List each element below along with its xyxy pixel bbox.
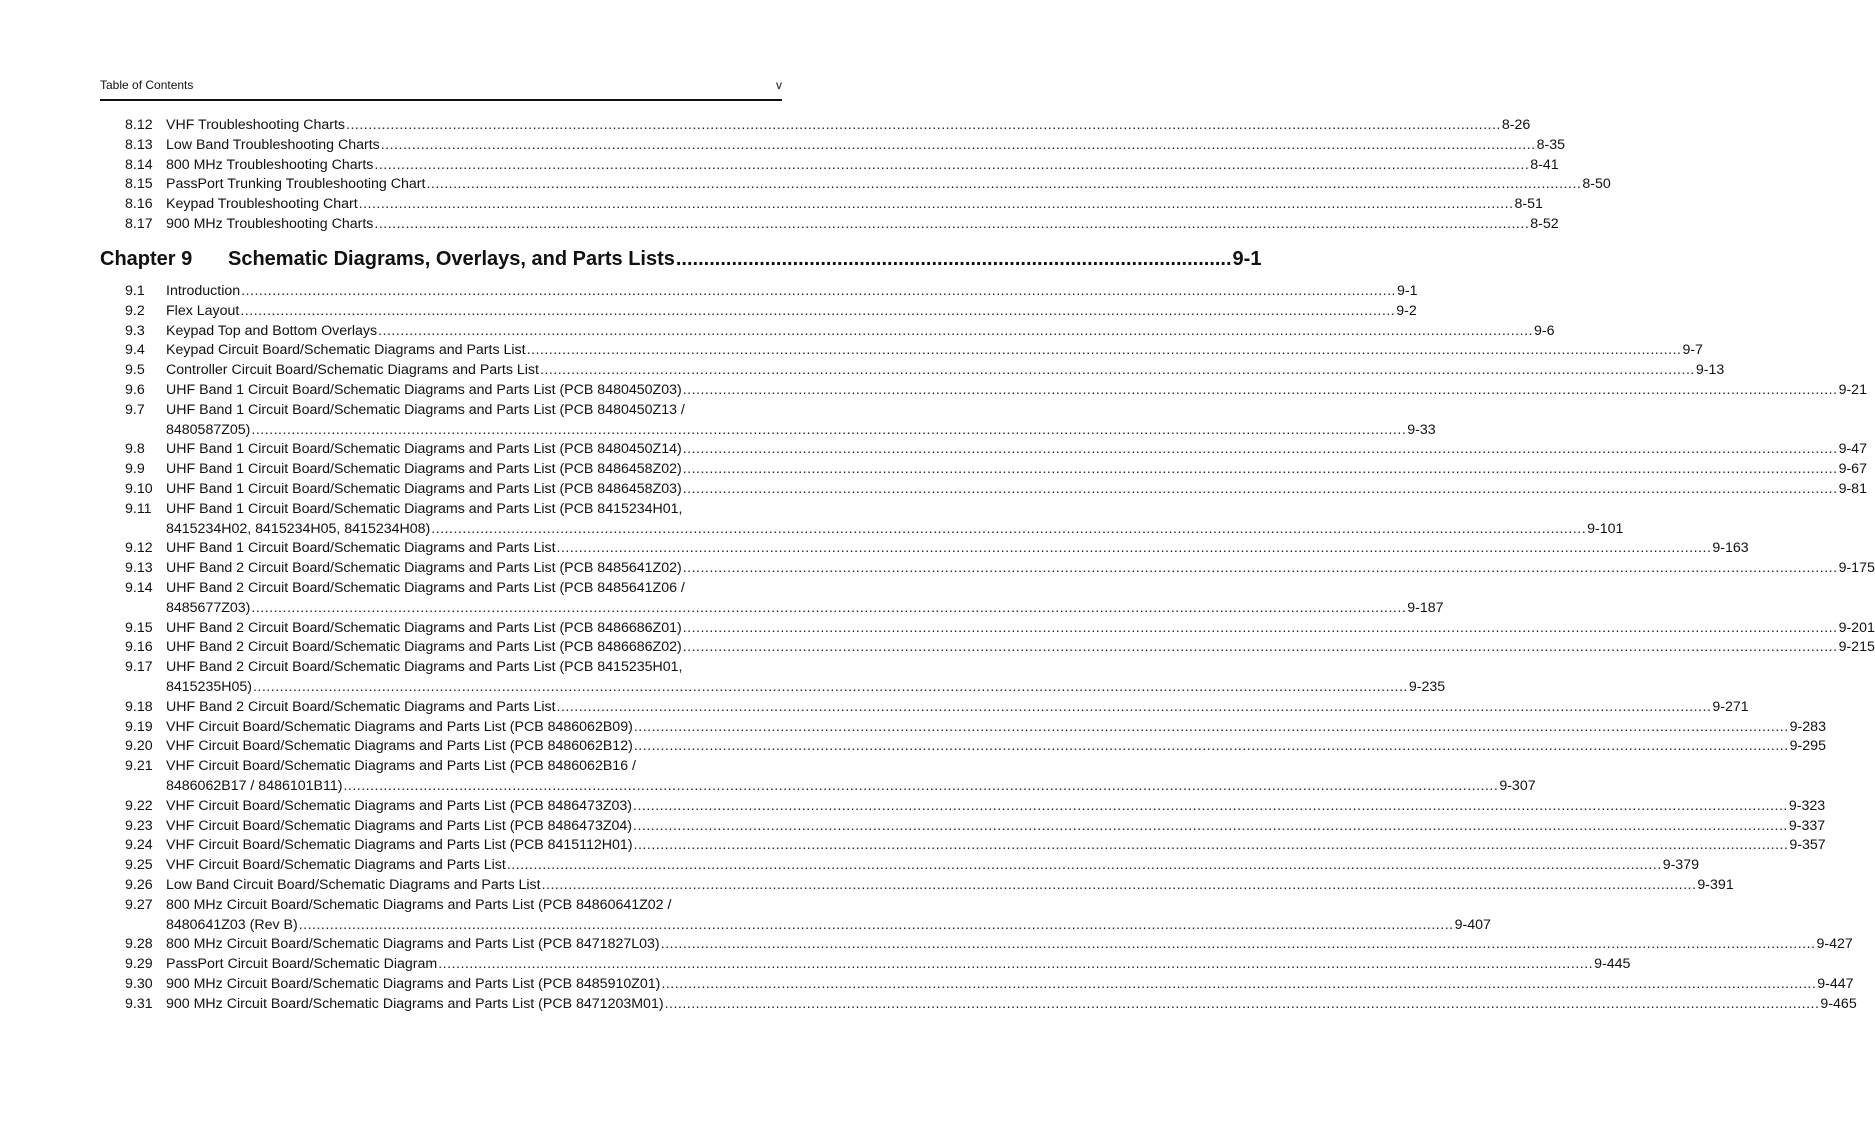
chapter-dot-leader: .................................................................................................... (675, 248, 1232, 270)
toc-entry-title: VHF Troubleshooting Charts (166, 117, 346, 133)
toc-entry-line (0, 876, 1734, 896)
toc-entry-page: 9-447 (1817, 975, 1854, 992)
toc-entry-dot-leader: .................................................................................................................................................................................................................................................................... (633, 738, 1789, 755)
toc-entry-page: 9-6 (1533, 322, 1555, 339)
toc-entry-dot-leader: .................................................................................................................................................................................................................................................................... (431, 520, 1587, 537)
toc-entry-text (166, 116, 1531, 136)
toc-entry[interactable] (0, 175, 1611, 195)
chapter-9-heading[interactable] (100, 248, 1262, 276)
toc-entry[interactable] (0, 381, 1867, 401)
toc-entry[interactable] (0, 440, 1867, 460)
toc-entry[interactable] (0, 935, 1853, 955)
toc-entry-line (0, 935, 1853, 955)
toc-entry[interactable] (0, 480, 1867, 500)
toc-entry-dot-leader: .................................................................................................................................................................................................................................................................... (682, 461, 1838, 478)
toc-entry-page: 9-33 (1407, 421, 1436, 438)
toc-entry-dot-leader: .................................................................................................................................................................................................................................................................... (426, 176, 1582, 193)
toc-entry[interactable] (0, 579, 1444, 619)
toc-entry-text (166, 599, 1444, 619)
toc-entry-dot-leader: .................................................................................................................................................................................................................................................................... (682, 560, 1838, 577)
toc-entry-number: 9.4 (125, 342, 145, 359)
toc-entry[interactable] (0, 195, 1543, 215)
toc-entry-page: 8-51 (1514, 196, 1543, 213)
toc-entry-line (0, 718, 1826, 738)
toc-entry-dot-leader: .................................................................................................................................................................................................................................................................... (556, 698, 1712, 715)
toc-entry-page: 9-21 (1838, 381, 1867, 398)
toc-entry-title: VHF Circuit Board/Schematic Diagrams and Parts List (PCB 8486062B16 / (166, 758, 636, 775)
toc-entry-line (0, 421, 1436, 441)
toc-entry[interactable] (0, 757, 1536, 797)
toc-entry[interactable] (0, 856, 1699, 876)
toc-entry-title: UHF Band 1 Circuit Board/Schematic Diagrams and Parts List (PCB 8480450Z03) (166, 381, 682, 398)
toc-entry-line (0, 480, 1867, 500)
toc-entry-text (166, 856, 1699, 876)
toc-entry-line (0, 916, 1491, 936)
toc-entry-title: VHF Circuit Board/Schematic Diagrams and Parts List (PCB 8486062B09) (166, 718, 633, 735)
toc-entry-line (0, 381, 1867, 401)
toc-entry-title: UHF Band 2 Circuit Board/Schematic Diagrams and Parts List (PCB 8485641Z06 / (166, 579, 685, 596)
toc-entry-number: 9.15 (125, 619, 153, 636)
toc-entry-page: 9-67 (1838, 461, 1867, 478)
toc-entry-line (0, 440, 1867, 460)
toc-entry-dot-leader: .................................................................................................................................................................................................................................................................... (380, 136, 1536, 153)
toc-entry[interactable] (0, 539, 1749, 559)
toc-entry[interactable] (0, 836, 1826, 856)
toc-entry-title: 900 MHz Circuit Board/Schematic Diagrams and Parts List (PCB 8471203M01) (166, 995, 664, 1012)
toc-entry-line (0, 136, 1565, 156)
toc-entry-page: 8-35 (1536, 136, 1565, 153)
toc-entry-text (166, 619, 1875, 639)
toc-entry[interactable] (0, 698, 1749, 718)
toc-entry-text (166, 638, 1875, 658)
toc-entry-line (0, 579, 866, 599)
toc-entry-number: 9.1 (125, 283, 145, 299)
toc-entry-text (166, 421, 1436, 441)
toc-entry-text (166, 698, 1749, 718)
toc-entry-line (0, 737, 1826, 757)
toc-entry-title: UHF Band 1 Circuit Board/Schematic Diagrams and Parts List (PCB 8486458Z02) (166, 461, 682, 478)
toc-entry-dot-leader: .................................................................................................................................................................................................................................................................... (298, 916, 1454, 933)
header-page-number: v (776, 78, 782, 92)
toc-entry-text (166, 282, 1418, 302)
toc-entry[interactable] (0, 896, 1491, 936)
toc-entry-title: UHF Band 1 Circuit Board/Schematic Diagrams and Parts List (PCB 8486458Z03) (166, 480, 682, 497)
toc-entry-text (166, 341, 1703, 361)
toc-entry-title: Low Band Circuit Board/Schematic Diagrams and Parts List (166, 876, 541, 893)
toc-entry-title: 8485677Z03) (166, 599, 251, 616)
toc-entry-line (0, 797, 1826, 817)
toc-entry-page: 9-175 (1838, 560, 1875, 577)
toc-entry-page: 9-427 (1816, 936, 1853, 953)
toc-entry-number: 9.29 (125, 956, 153, 973)
toc-entry-line (0, 460, 1867, 480)
toc-entry-title: 8486062B17 / 8486101B11) (166, 777, 343, 794)
toc-entry-dot-leader: .................................................................................................................................................................................................................................................................... (240, 302, 1396, 319)
toc-entry-dot-leader: .................................................................................................................................................................................................................................................................... (358, 196, 1514, 213)
toc-entry-line (0, 520, 1624, 540)
toc-entry-line (0, 975, 1854, 995)
toc-entry-title: Flex Layout (166, 302, 240, 319)
toc-entry-text (166, 156, 1559, 176)
toc-entry-title: 8480641Z03 (Rev B) (166, 916, 298, 933)
toc-entry-line (0, 599, 1444, 619)
toc-entry-title: 8415235H05) (166, 678, 252, 695)
toc-entry-number: 9.22 (125, 797, 153, 814)
toc-entry-dot-leader: .................................................................................................................................................................................................................................................................... (541, 876, 1697, 893)
toc-entry-text (166, 215, 1559, 235)
toc-entry-page: 9-201 (1838, 619, 1875, 636)
toc-entry-dot-leader: .................................................................................................................................................................................................................................................................... (682, 381, 1838, 398)
toc-entry-dot-leader: .................................................................................................................................................................................................................................................................... (633, 837, 1789, 854)
toc-entry-dot-leader: .................................................................................................................................................................................................................................................................... (506, 857, 1662, 874)
toc-entry-text (166, 136, 1565, 156)
toc-entry-title: UHF Band 1 Circuit Board/Schematic Diagrams and Parts List (PCB 8480450Z14) (166, 441, 682, 458)
toc-entry-page: 9-465 (1820, 995, 1857, 1012)
toc-entry-line (0, 341, 1703, 361)
toc-entry-title: UHF Band 2 Circuit Board/Schematic Diagrams and Parts List (PCB 8486686Z02) (166, 639, 682, 656)
toc-entry-text (166, 876, 1734, 896)
toc-entry-dot-leader: .................................................................................................................................................................................................................................................................... (682, 619, 1838, 636)
toc-entry-title: UHF Band 2 Circuit Board/Schematic Diagrams and Parts List (PCB 8486686Z01) (166, 619, 682, 636)
toc-entry-number: 9.23 (125, 817, 153, 834)
toc-entry-number: 9.10 (125, 480, 153, 497)
toc-entry-page: 9-47 (1838, 441, 1867, 458)
toc-entry[interactable] (0, 817, 1826, 837)
toc-entry-page: 8-50 (1582, 176, 1611, 193)
toc-entry-title: PassPort Circuit Board/Schematic Diagram (166, 956, 438, 973)
toc-entry[interactable] (0, 718, 1826, 738)
toc-entry-title: VHF Circuit Board/Schematic Diagrams and Parts List (166, 857, 506, 874)
toc-entry[interactable] (0, 876, 1734, 896)
toc-entry[interactable] (0, 460, 1867, 480)
toc-entry[interactable] (0, 500, 1624, 540)
toc-entry-line (0, 777, 1536, 797)
toc-entry-line (0, 361, 1725, 381)
toc-entry-line (0, 619, 1875, 639)
toc-entry-text (166, 737, 1826, 757)
chapter-page: 9-1 (1232, 248, 1262, 270)
toc-entry-text (166, 579, 772, 599)
toc-entry[interactable] (0, 737, 1826, 757)
toc-entry-text (166, 440, 1867, 460)
toc-entry-number: 9.28 (125, 936, 153, 953)
toc-entry-title: 8480587Z05) (166, 421, 251, 438)
toc-entry-number: 9.9 (125, 461, 145, 478)
toc-entry-page: 9-101 (1587, 520, 1624, 537)
toc-entry-dot-leader: .................................................................................................................................................................................................................................................................... (378, 322, 1533, 339)
toc-entry-number: 8.12 (125, 117, 153, 133)
toc-chapter-9-entries (0, 282, 1875, 1014)
toc-entry[interactable] (0, 797, 1826, 817)
toc-entry-text (166, 896, 772, 916)
toc-entry-title: 800 MHz Circuit Board/Schematic Diagrams and Parts List (PCB 8471827L03) (166, 936, 660, 953)
toc-entry-line (0, 638, 1875, 658)
toc-entry-dot-leader: .................................................................................................................................................................................................................................................................... (251, 599, 1407, 616)
toc-entry-text (166, 559, 1875, 579)
toc-entry-number: 9.3 (125, 322, 145, 339)
toc-entry-page: 9-391 (1697, 876, 1734, 893)
toc-entry-text (166, 836, 1826, 856)
toc-entry-title: 800 MHz Troubleshooting Charts (166, 156, 374, 173)
toc-entry-line (0, 116, 1531, 136)
toc-entry-title: UHF Band 1 Circuit Board/Schematic Diagrams and Parts List (PCB 8480450Z13 / (166, 401, 685, 418)
toc-entry-line (0, 302, 1417, 322)
toc-entry-dot-leader: .................................................................................................................................................................................................................................................................... (556, 540, 1712, 557)
toc-entry-line (0, 955, 1631, 975)
toc-entry-line (0, 698, 1749, 718)
toc-entry-line (0, 678, 1446, 698)
toc-entry-page: 8-41 (1530, 156, 1559, 173)
toc-entry-number: 9.24 (125, 837, 153, 854)
toc-entry-text (166, 195, 1543, 215)
toc-entry-line (0, 896, 866, 916)
toc-entry-page: 9-337 (1788, 817, 1826, 834)
toc-entry-title: 800 MHz Circuit Board/Schematic Diagrams and Parts List (PCB 84860641Z02 / (166, 896, 672, 913)
toc-entry-line (0, 539, 1749, 559)
toc-entry[interactable] (0, 995, 1857, 1015)
toc-entry-text (166, 797, 1826, 817)
toc-entry-title: Low Band Troubleshooting Charts (166, 136, 380, 153)
toc-entry-number: 9.17 (125, 659, 153, 676)
toc-entry-page: 9-2 (1396, 302, 1417, 319)
toc-entry-line (0, 401, 866, 421)
toc-entry-page: 9-407 (1454, 916, 1491, 933)
toc-entry-title: Introduction (166, 283, 241, 299)
toc-entry-number: 9.6 (125, 381, 145, 398)
toc-entry-dot-leader: .................................................................................................................................................................................................................................................................... (251, 421, 1407, 438)
toc-entry-page: 9-163 (1712, 540, 1749, 557)
toc-entry[interactable] (0, 559, 1875, 579)
toc-entry-number: 8.16 (125, 196, 153, 213)
toc-entry-page: 9-283 (1789, 718, 1826, 735)
toc-entry-line (0, 757, 866, 777)
toc-entry-page: 9-379 (1662, 857, 1699, 874)
toc-entry-number: 9.26 (125, 876, 153, 893)
toc-entry-dot-leader: .................................................................................................................................................................................................................................................................... (682, 480, 1838, 497)
page-header (100, 77, 782, 101)
toc-entry-page: 9-7 (1682, 342, 1703, 359)
toc-entry-line (0, 322, 1555, 342)
toc-entry-text (166, 757, 772, 777)
toc-entry[interactable] (0, 975, 1854, 995)
toc-entry-number: 9.12 (125, 540, 153, 557)
toc-entry-dot-leader: .................................................................................................................................................................................................................................................................... (241, 283, 1396, 299)
toc-entry[interactable] (0, 136, 1565, 156)
toc-entry-page: 9-81 (1838, 480, 1867, 497)
toc-entry-text (166, 995, 1857, 1015)
toc-entry-number: 9.27 (125, 896, 153, 913)
toc-entry-dot-leader: .................................................................................................................................................................................................................................................................... (633, 797, 1788, 814)
toc-entry-dot-leader: .................................................................................................................................................................................................................................................................... (526, 342, 1682, 359)
toc-entry[interactable] (0, 282, 1418, 302)
toc-entry-title: UHF Band 1 Circuit Board/Schematic Diagrams and Parts List (PCB 8415234H01, (166, 500, 683, 517)
toc-entry[interactable] (0, 215, 1559, 235)
toc-entry-title: Keypad Troubleshooting Chart (166, 196, 358, 213)
toc-entry[interactable] (0, 156, 1559, 176)
toc-entry-dot-leader: .................................................................................................................................................................................................................................................................... (539, 362, 1695, 379)
toc-entry-line (0, 856, 1699, 876)
toc-entry-number: 9.5 (125, 362, 145, 379)
toc-entry-number: 8.17 (125, 215, 153, 232)
toc-entry-dot-leader: .................................................................................................................................................................................................................................................................... (664, 995, 1820, 1012)
toc-entry-page: 9-235 (1408, 678, 1446, 695)
toc-entry-line (0, 215, 1559, 235)
toc-entry-text (166, 500, 772, 520)
toc-entry-title: 8415234H02, 8415234H05, 8415234H08) (166, 520, 431, 537)
toc-entry-text (166, 322, 1555, 342)
toc-entry-page: 8-26 (1501, 117, 1531, 133)
toc-entry-number: 9.2 (125, 302, 145, 319)
toc-entry-number: 9.7 (125, 401, 145, 418)
toc-entry[interactable] (0, 638, 1875, 658)
toc-entry-text (166, 955, 1631, 975)
toc-entry-page: 8-52 (1530, 215, 1559, 232)
toc-entry-page: 9-323 (1788, 797, 1826, 814)
toc-entry-text (166, 718, 1826, 738)
toc-entry-page: 9-445 (1594, 956, 1631, 973)
toc-entry-title: UHF Band 2 Circuit Board/Schematic Diagrams and Parts List (PCB 8485641Z02) (166, 560, 682, 577)
toc-entry-line (0, 156, 1559, 176)
toc-entry-text (166, 381, 1867, 401)
toc-entry-page: 9-13 (1695, 362, 1725, 379)
toc-entry-title: UHF Band 2 Circuit Board/Schematic Diagrams and Parts List (166, 698, 556, 715)
toc-entry-number: 9.13 (125, 560, 153, 577)
toc-entry-title: 900 MHz Circuit Board/Schematic Diagrams and Parts List (PCB 8485910Z01) (166, 975, 661, 992)
toc-entry-line (0, 282, 1418, 302)
toc-entry-line (0, 500, 866, 520)
toc-entry-dot-leader: .................................................................................................................................................................................................................................................................... (374, 156, 1530, 173)
toc-entry-title: VHF Circuit Board/Schematic Diagrams and Parts List (PCB 8415112H01) (166, 837, 633, 854)
toc-entry-title: UHF Band 1 Circuit Board/Schematic Diagrams and Parts List (166, 540, 556, 557)
toc-entry[interactable] (0, 658, 1446, 698)
toc-entry-title: Keypad Circuit Board/Schematic Diagrams and Parts List (166, 342, 526, 359)
toc-entry-dot-leader: .................................................................................................................................................................................................................................................................... (661, 975, 1817, 992)
toc-entry-text (166, 175, 1611, 195)
toc-entry-dot-leader: .................................................................................................................................................................................................................................................................... (438, 956, 1594, 973)
toc-entry-text (166, 460, 1867, 480)
toc-entry-number: 9.30 (125, 975, 153, 992)
toc-entry-page: 9-1 (1397, 283, 1418, 299)
toc-entry-number: 9.16 (125, 639, 153, 656)
toc-entry-number: 8.14 (125, 156, 153, 173)
toc-entry-number: 8.13 (125, 136, 153, 153)
toc-entry-page: 9-271 (1712, 698, 1749, 715)
toc-entry-text (166, 916, 1491, 936)
toc-entry-number: 9.18 (125, 698, 153, 715)
toc-entry-number: 9.19 (125, 718, 153, 735)
toc-entry-text (166, 361, 1725, 381)
toc-entry[interactable] (0, 341, 1703, 361)
toc-entry-title: Controller Circuit Board/Schematic Diagrams and Parts List (166, 362, 539, 379)
toc-entry-title: VHF Circuit Board/Schematic Diagrams and Parts List (PCB 8486062B12) (166, 738, 633, 755)
toc-entry-line (0, 836, 1826, 856)
toc-entry-dot-leader: .................................................................................................................................................................................................................................................................... (633, 718, 1789, 735)
chapter-label: Chapter 9 (100, 248, 193, 270)
toc-entry-number: 9.11 (125, 500, 152, 517)
toc-entry-page: 9-295 (1789, 738, 1826, 755)
toc-entry-page: 9-215 (1838, 639, 1875, 656)
toc-entry-text (166, 480, 1867, 500)
toc-entry-number: 9.20 (125, 738, 153, 755)
toc-entry-text (166, 975, 1854, 995)
toc-entry-line (0, 559, 1875, 579)
toc-entry-page: 9-307 (1499, 777, 1536, 794)
toc-entry-text (166, 678, 1446, 698)
toc-entry[interactable] (0, 955, 1631, 975)
toc-entry-text (166, 401, 772, 421)
toc-entry[interactable] (0, 401, 1436, 441)
toc-entry-text (166, 935, 1853, 955)
toc-entry-line (0, 195, 1543, 215)
toc-entry-text (166, 777, 1536, 797)
toc-entry-dot-leader: .................................................................................................................................................................................................................................................................... (660, 936, 1816, 953)
toc-entry[interactable] (0, 302, 1417, 322)
toc-entry-page: 9-357 (1789, 837, 1826, 854)
toc-entry[interactable] (0, 619, 1875, 639)
toc-entry-title: Keypad Top and Bottom Overlays (166, 322, 378, 339)
toc-entry[interactable] (0, 116, 1531, 136)
toc-entry-dot-leader: .................................................................................................................................................................................................................................................................... (633, 817, 1788, 834)
toc-entry-number: 9.25 (125, 857, 153, 874)
toc-entry-dot-leader: .................................................................................................................................................................................................................................................................... (682, 639, 1838, 656)
toc-entry-dot-leader: .................................................................................................................................................................................................................................................................... (346, 117, 1501, 133)
toc-entry-title: PassPort Trunking Troubleshooting Chart (166, 176, 426, 193)
toc-entry-text (166, 302, 1417, 322)
toc-entry-text (166, 520, 1624, 540)
toc-entry-line (0, 995, 1857, 1015)
toc-entry-line (0, 658, 866, 678)
toc-entry-dot-leader: .................................................................................................................................................................................................................................................................... (682, 441, 1838, 458)
toc-entry-line (0, 817, 1826, 837)
toc-entry-number: 8.15 (125, 176, 153, 193)
toc-entry-title: VHF Circuit Board/Schematic Diagrams and Parts List (PCB 8486473Z04) (166, 817, 633, 834)
toc-chapter-8-entries (0, 116, 1611, 235)
toc-entry-text (166, 658, 772, 678)
chapter-title: Schematic Diagrams, Overlays, and Parts Lists (228, 248, 675, 270)
toc-entry-line (0, 175, 1611, 195)
toc-entry-number: 9.31 (125, 995, 153, 1012)
toc-entry-title: VHF Circuit Board/Schematic Diagrams and Parts List (PCB 8486473Z03) (166, 797, 633, 814)
toc-entry-dot-leader: .................................................................................................................................................................................................................................................................... (252, 678, 1408, 695)
toc-entry-title: UHF Band 2 Circuit Board/Schematic Diagrams and Parts List (PCB 8415235H01, (166, 659, 683, 676)
toc-entry-number: 9.21 (125, 758, 153, 775)
toc-entry-dot-leader: .................................................................................................................................................................................................................................................................... (374, 215, 1530, 232)
toc-entry-page: 9-187 (1407, 599, 1444, 616)
toc-entry-number: 9.14 (125, 579, 153, 596)
toc-entry-number: 9.8 (125, 441, 145, 458)
header-section-title: Table of Contents (100, 78, 194, 92)
toc-entry[interactable] (0, 322, 1555, 342)
toc-entry-title: 900 MHz Troubleshooting Charts (166, 215, 374, 232)
toc-entry-text (166, 539, 1749, 559)
toc-entry-dot-leader: .................................................................................................................................................................................................................................................................... (343, 777, 1499, 794)
toc-entry-text (166, 817, 1826, 837)
toc-entry[interactable] (0, 361, 1725, 381)
